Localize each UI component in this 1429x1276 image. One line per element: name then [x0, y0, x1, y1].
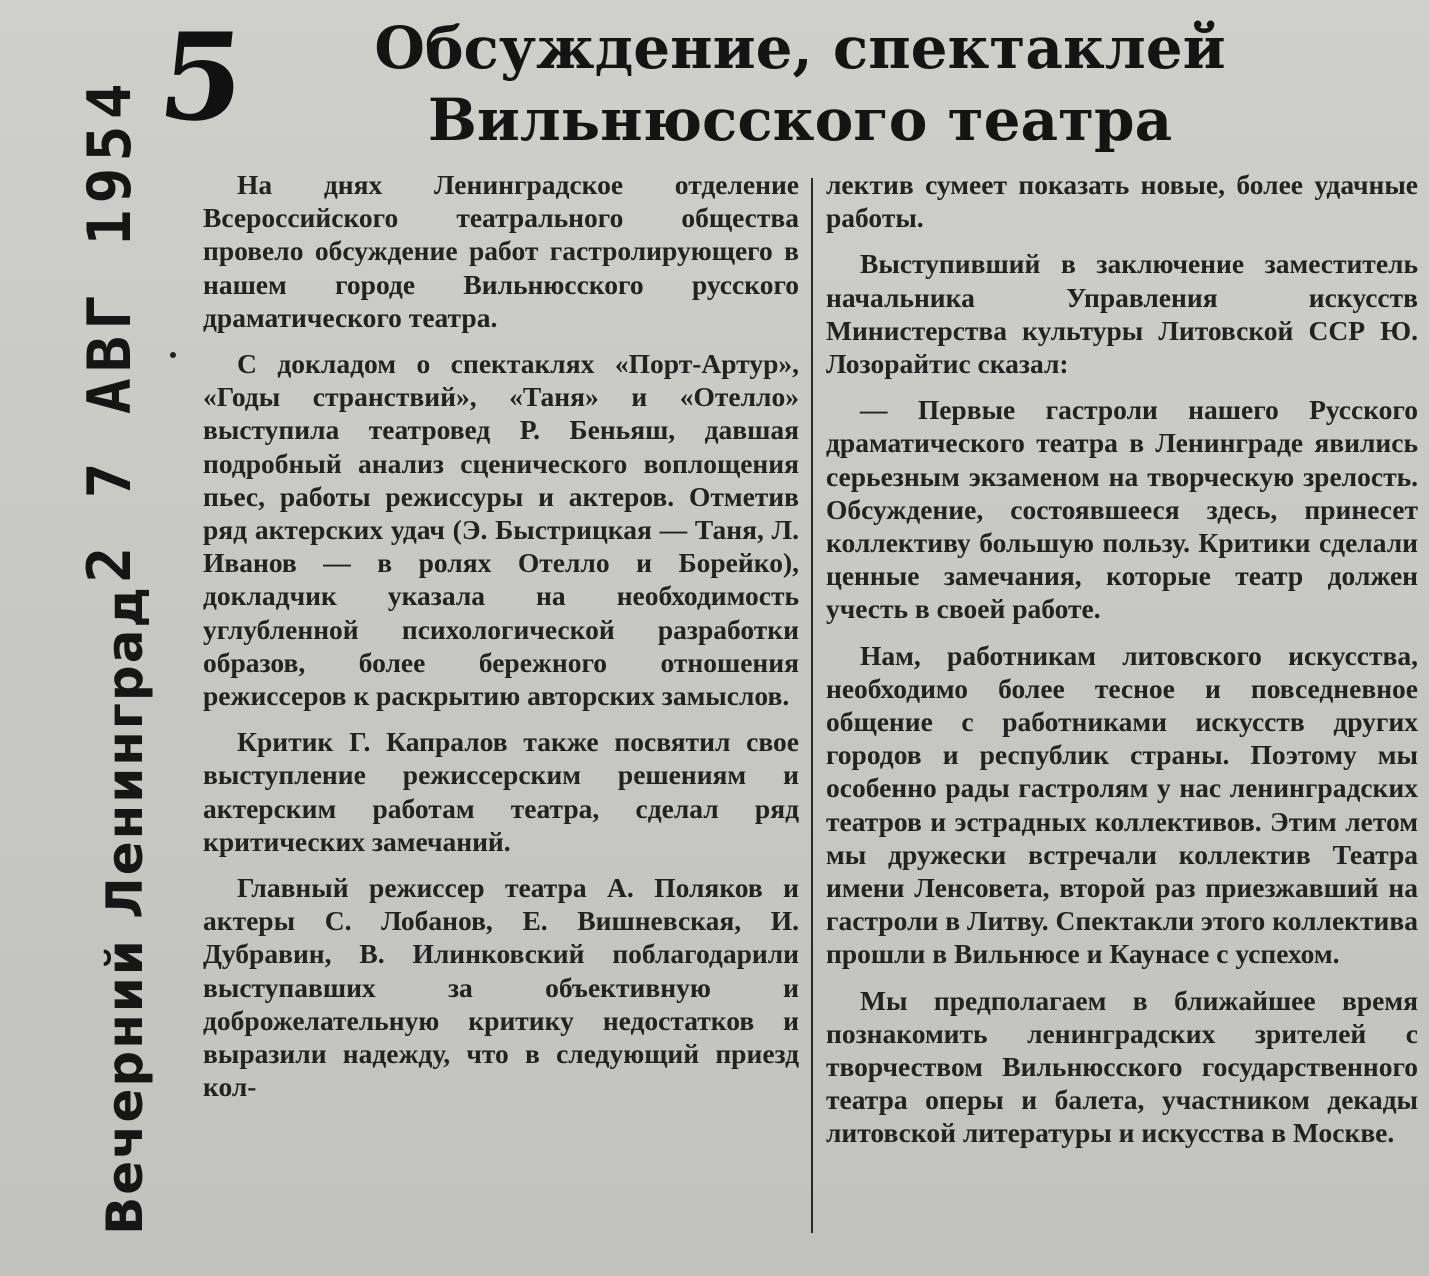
column-divider	[811, 178, 813, 1233]
ink-dot	[170, 352, 176, 358]
article-title-line-2: Вильнюсского театра	[427, 86, 1173, 154]
paragraph: Выступивший в заключение заместитель начальника Управления искусств Министерства культуры Литовской ССР Ю. Лозорайтис сказал:	[826, 248, 1418, 380]
paragraph: Мы предполагаем в ближайшее время познакомить ленинградских зрителей с творчеством Вильнюсского государственного театра оперы и балета, участником декады литовской литературы и искусства в Москве.	[826, 984, 1418, 1149]
article-column-right	[826, 168, 1418, 1163]
article-column-left	[203, 168, 799, 1116]
paragraph: Нам, работникам литовского искусства, необходимо более тесное и повседневное общение с работниками искусств других городов и республик страны. Поэтому мы особенно рады гастролям у нас ленинградских театров и эстрадных коллективов. Этим летом мы дружески встречали коллектив Театра имени Ленсовета, второй раз приезжавший на гастроли в Литву. Спектакли этого коллектива прошли в Вильнюсе и Каунасе с успехом.	[826, 639, 1418, 970]
paragraph: С докладом о спектаклях «Порт-Артур», «Годы странствий», «Таня» и «Отелло» выступила театровед Р. Беньяш, давшая подробный анализ сценического воплощения пьес, работы режиссуры и актеров. Отметив ряд актерских удач (Э. Быстрицкая — Таня, Л. Иванов — в ролях Отелло и Борейко), докладчик указала на необходимость углубленной психологической разработки образов, более бережного отношения режиссеров к раскрытию авторских замыслов.	[203, 348, 799, 712]
newspaper-stamp: Вечерний Ленинград	[96, 585, 154, 1235]
article-title-line-1: Обсуждение, спектаклей	[374, 14, 1226, 82]
paragraph: Критик Г. Капралов также посвятил свое выступление режиссерским решениям и актерским работам театра, сделал ряд критических замечаний.	[203, 726, 799, 857]
article-title	[300, 12, 1300, 156]
paragraph: Главный режиссер театра А. Поляков и актеры С. Лобанов, Е. Вишневская, И. Дубравин, В. Илинковский поблагодарили выступавших за объективную и доброжелательную критику недостатков и выразили надежду, что в следующий приезд кол-	[203, 872, 799, 1103]
paragraph: лектив сумеет показать новые, более удачные работы.	[826, 169, 1418, 234]
paragraph: — Первые гастроли нашего Русского драматического театра в Ленинграде явились серьезным экзаменом на творческую зрелость. Обсуждение, состоявшееся здесь, принесет коллективу большую пользу. Критики сделали ценные замечания, которые театр должен учесть в своей работе.	[826, 394, 1418, 625]
paragraph: На днях Ленинградское отделение Всероссийского театрального общества провело обсуждение работ гастролирующего в нашем городе Вильнюсского русского драматического театра.	[203, 169, 799, 333]
date-stamp: 2 7 АВГ 1954	[75, 77, 145, 583]
handwritten-number: 5	[152, 7, 251, 148]
